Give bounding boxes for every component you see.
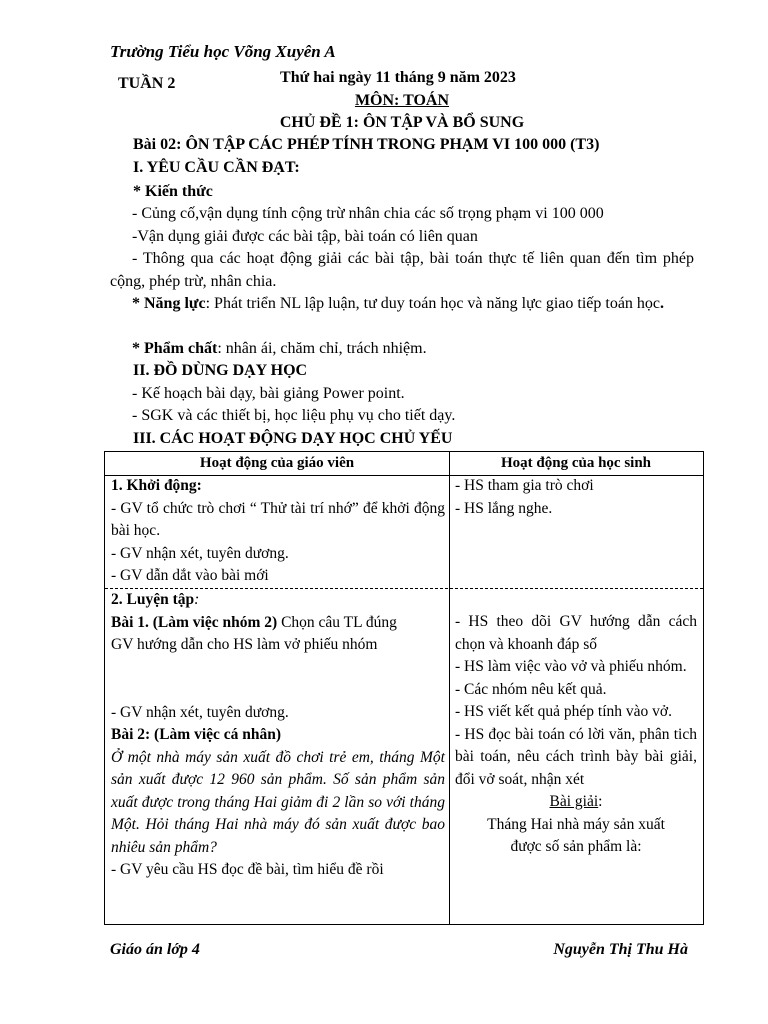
practice-student-4: - HS viết kết quả phép tính vào vở. <box>455 703 672 720</box>
footer-class-label: Giáo án lớp 4 <box>110 941 200 958</box>
solution-line-2: được số sản phẩm là: <box>510 838 642 855</box>
practice-student-2: - HS làm việc vào vở và phiếu nhóm. <box>455 658 687 675</box>
activities-table <box>104 451 704 925</box>
quality-text: : nhân ái, chăm chỉ, trách nhiệm. <box>217 340 427 357</box>
ex2-problem: Ở một nhà máy sản xuất đồ chơi trẻ em, tháng Một sản xuất được 12 960 sản phẩm. Số sản phẩm sản xuất được trong tháng Hai giảm đi 2 lần so với tháng Một. Hỏi tháng Hai nhà máy đó sản xuất được bao nhiêu sản phẩm? <box>111 748 445 856</box>
subject-title: MÔN: TOÁN <box>354 92 450 109</box>
column-divider <box>449 452 450 924</box>
practice-student-1: - HS theo dõi GV hướng dẫn cách chọn và khoanh đáp số <box>455 613 697 653</box>
solution-heading <box>455 791 697 814</box>
quality-paragraph <box>110 338 694 361</box>
warmup-teacher-3: - GV dẫn dắt vào bài mới <box>111 567 269 584</box>
knowledge-item-2: -Vận dụng giải được các bài tập, bài toán có liên quan <box>132 228 478 245</box>
ability-paragraph <box>110 293 694 316</box>
ex1-teacher-2: - GV nhận xét, tuyên dương. <box>111 703 289 721</box>
practice-teacher-cell <box>111 589 445 882</box>
solution-colon: : <box>598 793 603 810</box>
school-name: Trường Tiểu học Võng Xuyên A <box>110 42 336 61</box>
ex1-line <box>111 612 445 635</box>
spacer <box>111 657 445 702</box>
practice-student-5: - HS đọc bài toán có lời văn, phân tich bài toán, nêu cách trình bày bài giải, đổi vở soát, nhận xét <box>455 725 697 788</box>
materials-item-2: - SGK và các thiết bị, học liệu phụ vụ cho tiết dạy. <box>132 407 456 424</box>
practice-student-cell <box>455 611 697 859</box>
ability-label: * Năng lực <box>132 295 206 312</box>
knowledge-item-1: - Củng cố,vận dụng tính cộng trừ nhân chia các số trọng phạm vi 100 000 <box>132 205 604 222</box>
warmup-student-1: - HS tham gia trò chơi <box>455 477 594 494</box>
warmup-student-cell <box>455 475 697 520</box>
warmup-teacher-cell <box>111 475 445 588</box>
knowledge-label: * Kiến thức <box>133 183 213 200</box>
warmup-teacher-1: - GV tổ chức trò chơi “ Thử tài trí nhớ” để khởi động bài học. <box>111 499 445 539</box>
warmup-title: 1. Khởi động: <box>111 477 202 494</box>
week-label: TUẦN 2 <box>118 75 176 92</box>
ability-text: : Phát triển NL lập luận, tư duy toán học và năng lực giao tiếp toán học <box>205 295 661 312</box>
practice-title-line <box>111 589 445 612</box>
practice-student-3: - Các nhóm nêu kết quả. <box>455 680 607 698</box>
practice-title: 2. Luyện tập <box>111 591 195 608</box>
knowledge-item-3: - Thông qua các hoạt động giải các bài tập, bài toán thực tế liên quan đến tìm phép cộng, phép trừ, nhân chia. <box>110 250 694 290</box>
ability-end: . <box>660 295 665 312</box>
solution-label: Bài giải <box>549 793 599 810</box>
student-column-header: Hoạt động của học sinh <box>500 455 652 471</box>
lesson-title: Bài 02: ÔN TẬP CÁC PHÉP TÍNH TRONG PHẠM VI 100 000 (T3) <box>133 136 600 153</box>
teacher-column-header: Hoạt động của giáo viên <box>199 455 355 471</box>
ex2-teacher-1: - GV yêu cầu HS đọc đề bài, tìm hiểu đề rồi <box>111 861 384 878</box>
footer-author: Nguyễn Thị Thu Hà <box>553 941 688 958</box>
warmup-student-2: - HS lắng nghe. <box>455 499 553 517</box>
warmup-teacher-2: - GV nhận xét, tuyên dương. <box>111 544 289 562</box>
materials-item-1: - Kế hoạch bài dạy, bài giảng Power point. <box>132 385 405 402</box>
activities-heading: III. CÁC HOẠT ĐỘNG DẠY HỌC CHỦ YẾU <box>133 430 453 447</box>
ex1-teacher-1: GV hướng dẫn cho HS làm vở phiếu nhóm <box>111 636 378 653</box>
ex1-title: Bài 1. (Làm việc nhóm 2) <box>111 613 278 631</box>
ex1-text: Chọn câu TL đúng <box>277 613 397 631</box>
solution-line-1: Tháng Hai nhà máy sản xuất <box>487 815 665 833</box>
materials-heading: II. ĐỒ DÙNG DẠY HỌC <box>133 362 308 379</box>
topic-title: CHỦ ĐỀ 1: ÔN TẬP VÀ BỔ SUNG <box>279 114 525 131</box>
quality-label: * Phẩm chất <box>132 340 218 357</box>
objectives-heading: I. YÊU CẦU CẦN ĐẠT: <box>133 159 300 176</box>
lesson-date: Thứ hai ngày 11 tháng 9 năm 2023 <box>280 69 516 86</box>
ex2-title: Bài 2: (Làm việc cá nhân) <box>111 726 282 743</box>
practice-title-colon: : <box>194 591 200 608</box>
